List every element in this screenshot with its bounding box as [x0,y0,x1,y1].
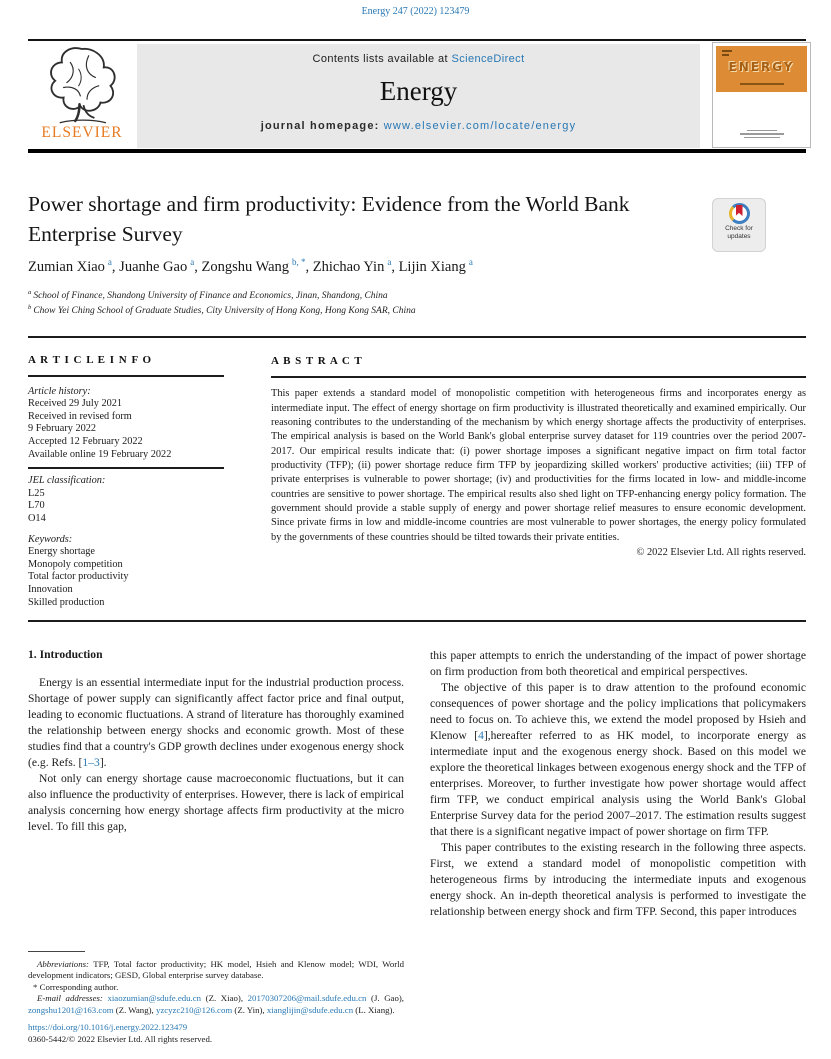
keywords-label: Keywords: [28,533,73,545]
cover-header [716,46,807,92]
bookmark-icon [736,205,743,216]
abstract-text: This paper extends a standard model of monopolistic competition with heterogeneous firms and incorporates energy as intermediate input. The effect of energy shortage on firm productivity is illustrated theoretically and examined empirically. Our reasoning contributes to the understanding of the mechanism by which energy shortage affects the productivity of enterprises. The empirical analysis is based on the World Bank's global enterprise survey dataset for 119 countries over the period 2007-2017. Our empirical results indicate that: (i) power shortage imposes a significant negative impact on firm total factor productivity (TFP); (ii) power shortage reduce firm TFP by jeopardizing skilled workers' productive activities; (iii) TFP of private enterprises is vulnerable to power shortage; (iv) and productivities for the firms located in low- and middle-income countries are sensitive to power shortage. The empirical results also shed light on TFP-enhancing energy policy formation. The government should provide a stable supply of energy and power shortage relief measures to ensure economic development. Since private firms in low and middle-income countries are most vulnerable to power shortages, the energy policy formulated by the governments of these countries should be tilted towards their private entities. [271,388,806,543]
email-addresses-note: E-mail addresses: xiaozumian@sdufe.edu.cn (Z. Xiao), 20170307206@mail.sdufe.edu.cn (J. Gao), zongshu1201@163.com (Z. Wang), yzcyzc210@126.com (Z. Yin), xianglijin@sdufe.edu.cn (L. Xiang). [28,993,404,1015]
cover-mark [722,54,729,56]
email-link[interactable]: 20170307206@mail.sdufe.edu.cn [247,993,367,1004]
cover-mark [740,83,784,85]
history-label: Article history: [28,385,91,397]
journal-cover-thumbnail [712,42,811,148]
author: Zongshu Wang $^{b, *}$, [201,257,313,275]
article-info-heading: A R T I C L E I N F O [28,354,153,366]
elsevier-logo [29,44,135,148]
journal-homepage-link[interactable]: www.elsevier.com/locate/energy [383,120,577,132]
history-line: 9 February 2022 [28,423,97,435]
abstract-copyright: © 2022 Elsevier Ltd. All rights reserved. [636,547,806,559]
body-paragraph: this paper attempts to enrich the understanding of the impact of power shortage on firm production from both theoretical and empirical perspectives. [430,649,806,678]
jel-code: L25 [28,487,45,499]
cover-mark [744,137,780,138]
author-affil-sup[interactable]: a [190,257,195,267]
header-thick-rule [28,149,806,153]
contents-prefix: Contents lists available at [312,53,452,65]
info-divider-rule [28,467,224,469]
citation-ref-1-3[interactable]: 1–3 [82,756,100,769]
email-link[interactable]: zongshu1201@163.com [28,1004,114,1015]
keyword: Skilled production [28,596,105,608]
author-affil-sup[interactable]: a [107,257,112,267]
footnote-block [28,951,404,1016]
body-paragraph: Not only can energy shortage cause macroeconomic fluctuations, but it can also influence the productivity of enterprises. However, there is lack of empirical analysis concerning how energy shortage affects firm productivity at the micro level. To fill this gap, [28,772,404,833]
body-columns [28,648,806,1016]
author: Zumian Xiao $^a$, [28,257,120,275]
author-list [28,257,473,276]
history-line: Received 29 July 2021 [28,398,123,410]
journal-title: Energy [379,76,458,106]
body-paragraph: Energy is an essential intermediate input for the industrial production process. Shortage of power supply can significantly affect factor price and final output, leading to economic fluctuations. A strand of literature has thoroughly examined the relationship between energy shocks and economic growth. Most of these studies find that a country's GDP growth declines under exogenous energy shock (e.g. Refs. [1–3]. [28,676,404,769]
abstract-column [271,354,806,560]
email-link[interactable]: yzcyzc210@126.com [155,1004,233,1015]
cover-mark [740,133,784,135]
check-updates-label: Check for updates [725,225,753,241]
affiliation: $^a$ School of Finance, Shandong University of Finance and Economics, Jinan, Shandong, China [28,289,388,302]
cover-journal-title: ENERGY [728,60,795,74]
history-line: Received in revised form [28,410,132,422]
jel-label: JEL classification: [28,475,106,487]
section-heading-introduction: 1. Introduction [28,648,103,661]
abstract-heading: A B S T R A C T [271,355,363,367]
keyword: Total factor productivity [28,571,129,583]
body-right-column [430,648,806,1016]
abstract-rule [271,376,806,378]
corresponding-author-note: * Corresponding author. [33,981,119,992]
history-line: Available online 19 February 2022 [28,448,172,460]
author-affil-sup[interactable]: a [468,257,473,267]
body-left-column [28,648,404,1016]
author: Juanhe Gao $^a$, [119,257,202,275]
info-top-rule [28,336,806,338]
homepage-prefix: journal homepage: [260,120,384,132]
cover-footer-marks [713,128,810,140]
author: Lijin Xiang $^a$ [398,257,473,275]
body-paragraph: This paper contributes to the existing research in the following three aspects. First, we extend a standard model of monopolistic competition with heterogeneous firms by introducing the intermediate inputs and exogenous energy shock. An in-depth theoretical analysis is performed to investigate the relationship between energy shock and firm TFP. Second, this paper introduces [430,841,806,918]
header-top-rule [28,39,806,41]
journal-citation [0,6,831,17]
citation-ref-4[interactable]: 4 [478,729,484,742]
affiliation: $^b$ Chow Yei Ching School of Graduate Studies, City University of Hong Kong, Hong Kong SAR, China [28,304,416,317]
email-link[interactable]: xiaozumian@sdufe.edu.cn [107,993,202,1004]
keyword: Energy shortage [28,546,96,558]
body-paragraph: The objective of this paper is to draw attention to the profound economic consequences of power shortage and the policy implications that policymakers need to focus on. To achieve this, we extend the model proposed by Hsieh and Klenow [4],hereafter referred to as HK model, to incorporate energy as intermediate input and the exogenous energy shock. Based on this model we explore the theoretical linkages between exogenous energy shock and the TFP of enterprises. Moreover, to further investigate how power shortage would affect firm TFP, we conduct empirical analysis using the World Bank's Global Enterprise Survey data for the period 2007–2017. The estimation results suggest that there is a significant negative impact of power shortage on firm TFP. [430,681,806,838]
doi-issn-block [28,1022,212,1045]
homepage-line [137,120,700,132]
doi-link[interactable]: https://doi.org/10.1016/j.energy.2022.123479 [28,1022,188,1032]
abbreviations-note: Abbreviations: TFP, Total factor productivity; HK model, Hsieh and Klenow model; WDI, World development indicators; GESD, Global enterprise survey database. [28,958,404,981]
author-affil-sup[interactable]: b, * [292,257,306,267]
footnote-separator [28,951,85,952]
journal-citation-link[interactable]: Energy 247 (2022) 123479 [361,6,470,17]
keyword: Innovation [28,583,73,595]
cover-mark [747,130,777,131]
affiliation-list [28,288,416,319]
email-link[interactable]: xianglijin@sdufe.edu.cn [266,1004,354,1015]
jel-code: L70 [28,500,45,512]
keyword: Monopoly competition [28,558,123,570]
crossmark-icon [729,203,750,224]
article-title: Power shortage and firm productivity: Evidence from the World Bank Enterprise Survey [28,192,630,246]
issn-copyright: 0360-5442/© 2022 Elsevier Ltd. All rights reserved. [28,1033,213,1044]
contents-line [137,53,700,65]
check-for-updates-button[interactable] [712,198,766,252]
jel-code: O14 [28,512,46,524]
elsevier-wordmark: ELSEVIER [41,124,123,141]
history-line: Accepted 12 February 2022 [28,435,143,447]
spacer [28,526,224,534]
article-info-rule [28,375,224,377]
body-top-rule [28,620,806,622]
article-info-column [28,354,224,609]
cover-mark [722,50,732,52]
sciencedirect-link[interactable]: ScienceDirect [451,53,525,65]
journal-banner [137,44,700,148]
author-affil-sup[interactable]: a [387,257,392,267]
elsevier-tree-logo-icon [29,44,135,126]
author: Zhichao Yin $^a$, [312,257,399,275]
